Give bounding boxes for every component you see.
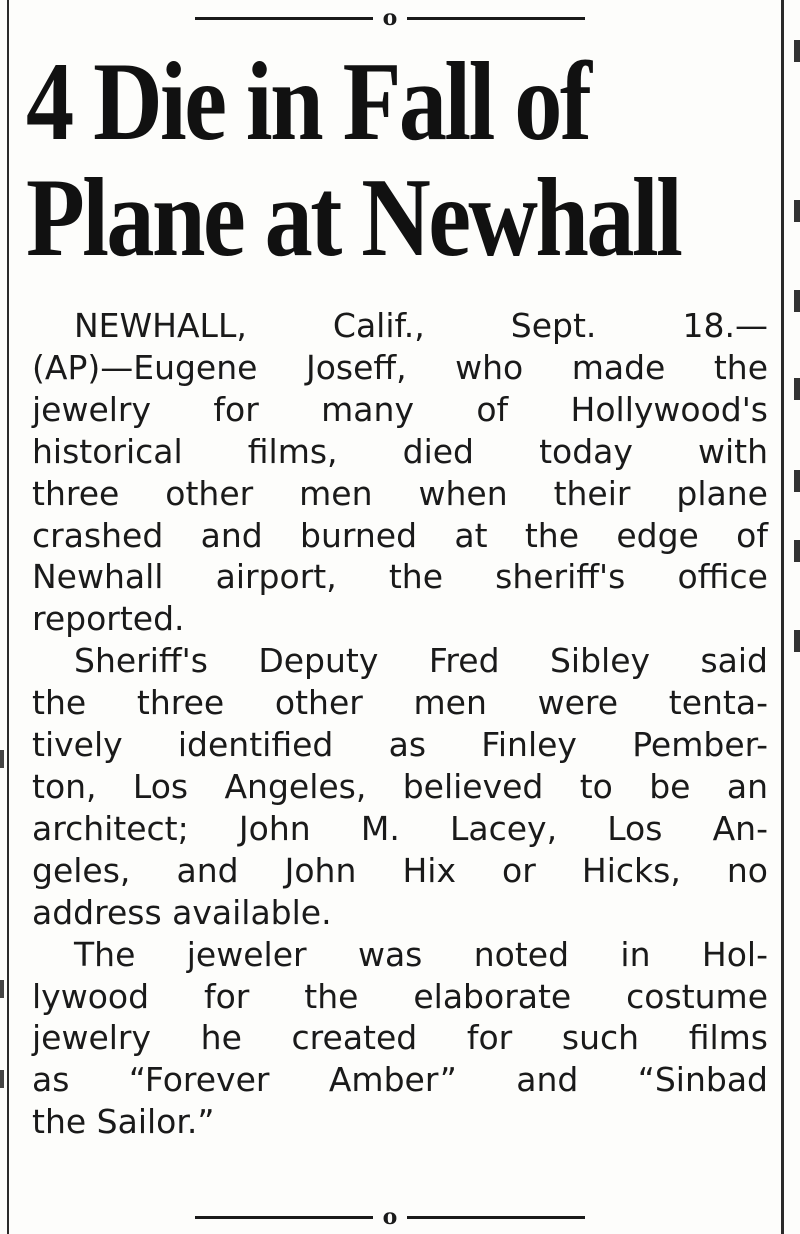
top-dash-rule	[195, 6, 585, 30]
text-line: lywood for the elaborate costume	[32, 976, 768, 1016]
bottom-dash-rule	[195, 1205, 585, 1229]
text-line: the three other men were tenta-	[32, 683, 768, 723]
text-line: architect; John M. Lacey, Los An-	[32, 808, 768, 848]
text-line: geles, and John Hix or Hicks, no	[32, 850, 768, 890]
text-line: jewelry he created for such films	[32, 1018, 768, 1058]
text-line: Newhall airport, the sheriff's office	[32, 557, 768, 597]
text-line: as “Forever Amber” and “Sinbad	[32, 1060, 768, 1100]
text-line: crashed and burned at the edge of	[32, 515, 768, 555]
text-line: jewelry for many of Hollywood's	[32, 389, 768, 429]
text-line: three other men when their plane	[32, 473, 768, 513]
text-line: the Sailor.”	[32, 1102, 215, 1142]
text-line: reported.	[32, 599, 185, 639]
headline-line-2: Plane at Newhall	[26, 156, 681, 280]
text-line: (AP)—Eugene Joseff, who made the	[32, 347, 768, 387]
text-line: ton, Los Angeles, believed to be an	[32, 766, 768, 806]
bottom-rule-ornament: o	[382, 1204, 398, 1230]
headline-line-1: 4 Die in Fall of	[26, 40, 590, 164]
text-line: historical films, died today with	[32, 431, 768, 471]
right-column-rule	[781, 0, 784, 1234]
text-line: Sheriff's Deputy Fred Sibley said	[74, 641, 768, 681]
top-rule-ornament: o	[382, 5, 398, 31]
left-column-rule	[7, 0, 9, 1234]
headline	[26, 40, 681, 280]
text-line: NEWHALL, Calif., Sept. 18.—	[74, 306, 768, 345]
text-line: The jeweler was noted in Hol-	[74, 934, 768, 974]
article-body	[32, 305, 768, 1143]
paragraph-dateline	[32, 305, 768, 640]
text-line: address available.	[32, 892, 332, 932]
paragraph-jeweler	[32, 934, 768, 1144]
paragraph-deputy	[32, 640, 768, 933]
text-line: tively identified as Finley Pember-	[32, 725, 768, 765]
